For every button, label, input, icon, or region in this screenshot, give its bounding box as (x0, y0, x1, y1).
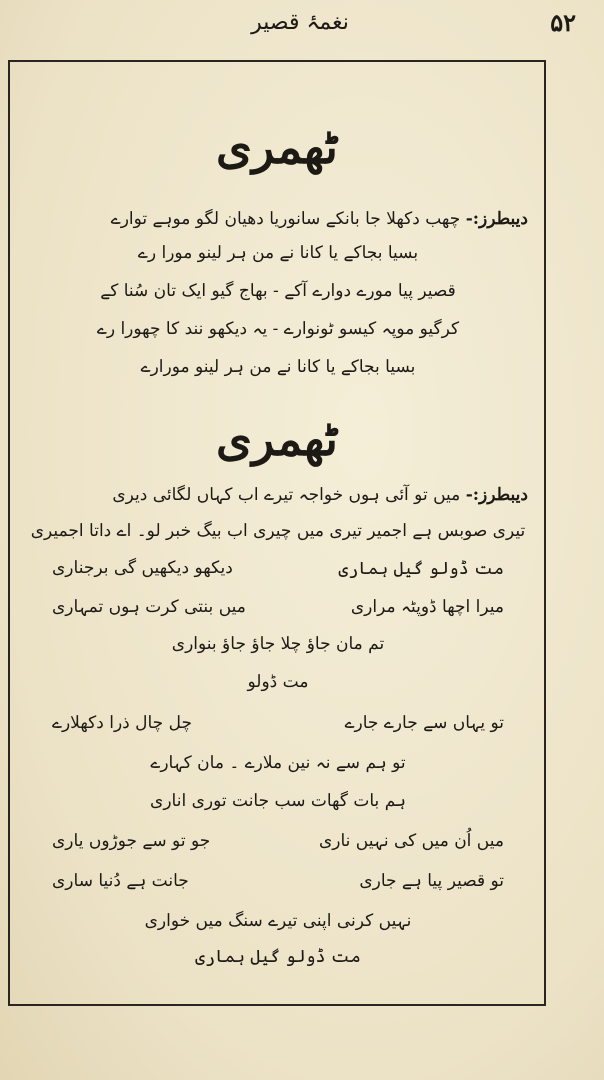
verse-pair (28, 596, 528, 622)
verse-pair-right: مت ڈولو گیل ہماری (338, 559, 504, 579)
verse-pair (28, 558, 528, 584)
refrain-label: دیبطرز:- (465, 209, 528, 229)
verse-line: نہیں کرنی اپنی تیرے سنگ میں خواری (144, 911, 412, 931)
verse-pair (28, 870, 528, 896)
refrain-label: دیبطرز:- (465, 485, 528, 505)
verse-pair-left: جانت ہے دُنیا ساری (52, 871, 189, 891)
verse-pair-right: تو قصیر پیا ہے جاری (359, 871, 504, 891)
verse-pair-right: میں اُن میں کی نہیں ناری (318, 831, 504, 851)
verse-line: ہم بات گھات سب جانت توری اناری (150, 791, 406, 811)
refrain-text: میں تو آئی ہوں خواجہ تیرے اب کہاں لگائی دیری (112, 485, 461, 505)
section-title-1: ٹھمری (216, 120, 338, 174)
verse-pair-right: میرا اچھا ڈوپٹہ مراری (350, 597, 504, 617)
verse-pair (28, 712, 528, 738)
content-frame (8, 60, 546, 1006)
verse-line: مت ڈولو (247, 672, 309, 692)
verse-pair-right: تو یہاں سے جارے جارے (344, 713, 504, 733)
verse-line: کرگیو موپہ کیسو ٹونوارے - یہ دیکھو نند کا چھورا رے (96, 319, 460, 339)
section-title-2: ٹھمری (216, 412, 338, 466)
page-number: ۵۲ (550, 8, 576, 37)
running-title: نغمۂ قصیر (251, 10, 349, 35)
verse-line: بسیا بجاکے یا کانا نے من ہر لینو مورا رے (137, 243, 419, 263)
refrain-2 (28, 484, 528, 505)
verse-line: قصیر پیا مورے دوارے آکے - بھاج گیو ایک تان سُنا کے (100, 281, 456, 301)
verse-line: تو ہم سے نہ نین ملارے ۔ مان کہارے (150, 753, 406, 773)
refrain-text: چھب دکھلا جا بانکے سانوریا دھیان لگو موہے توارے (110, 209, 461, 229)
verse-pair-left: چل چال ذرا دکھلارے (52, 713, 192, 733)
refrain-1 (28, 208, 528, 229)
verse-line: مت ڈولو گیل ہماری (195, 947, 361, 967)
verse-line: تم مان جاؤ چلا جاؤ جاؤ بنواری (171, 634, 385, 654)
verse-line: بسیا بجاکے یا کانا نے من ہر لینو مورارے (140, 357, 416, 377)
verse-line: تیری صوبس ہے اجمیر تیری میں چیری اب بیگ خبر لو۔ اے داتا اجمیری (30, 521, 526, 541)
verse-pair (28, 830, 528, 856)
verse-pair-left: دیکھو دیکھیں گی برجناری (52, 558, 233, 578)
poem-body (10, 62, 544, 1004)
verse-pair-left: جو تو سے جوڑوں یاری (52, 831, 211, 851)
running-head (0, 6, 604, 46)
verse-pair-left: میں بنتی کرت ہوں تمہاری (52, 597, 246, 617)
